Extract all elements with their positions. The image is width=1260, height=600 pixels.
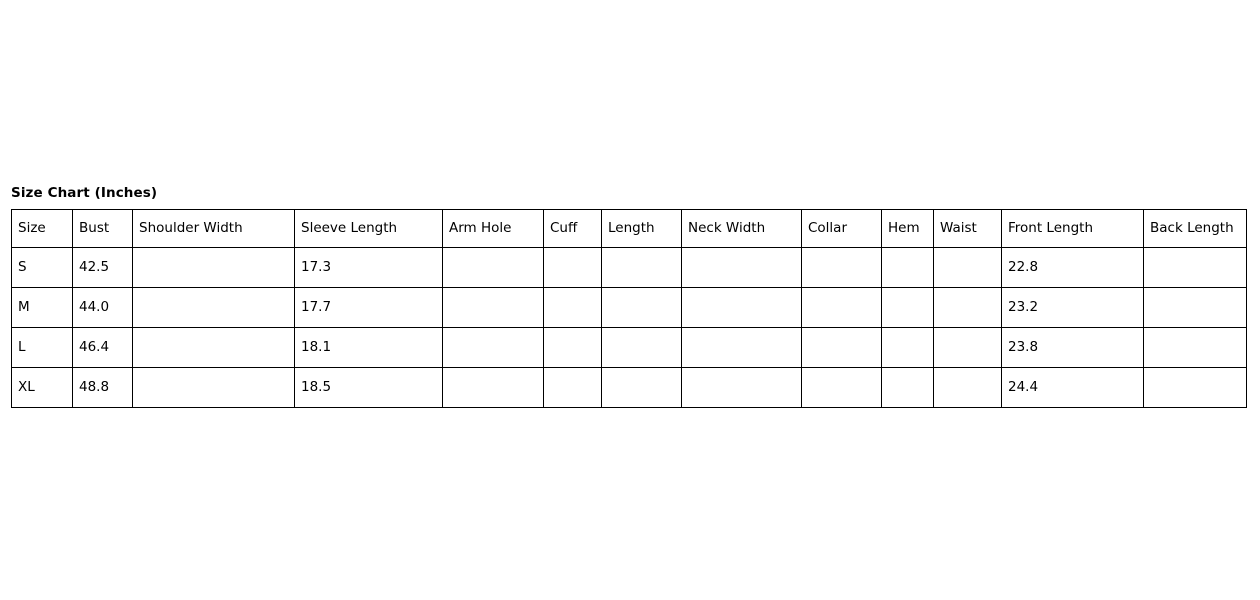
cell-neck-width bbox=[682, 248, 802, 288]
table-header-row bbox=[12, 210, 1247, 248]
cell-shoulder-width bbox=[133, 288, 295, 328]
table-row bbox=[12, 288, 1247, 328]
cell-waist bbox=[934, 288, 1002, 328]
cell-shoulder-width bbox=[133, 248, 295, 288]
cell-back-length bbox=[1144, 248, 1247, 288]
cell-length bbox=[602, 368, 682, 408]
column-header-hem: Hem bbox=[882, 210, 934, 248]
cell-waist bbox=[934, 328, 1002, 368]
table-row bbox=[12, 248, 1247, 288]
cell-cuff bbox=[544, 328, 602, 368]
cell-collar bbox=[802, 368, 882, 408]
cell-arm-hole bbox=[443, 328, 544, 368]
cell-back-length bbox=[1144, 368, 1247, 408]
cell-size: XL bbox=[12, 368, 73, 408]
cell-bust: 46.4 bbox=[73, 328, 133, 368]
cell-front-length: 24.4 bbox=[1002, 368, 1144, 408]
cell-collar bbox=[802, 248, 882, 288]
table-row bbox=[12, 368, 1247, 408]
cell-cuff bbox=[544, 368, 602, 408]
cell-arm-hole bbox=[443, 288, 544, 328]
column-header-front-length: Front Length bbox=[1002, 210, 1144, 248]
cell-collar bbox=[802, 328, 882, 368]
column-header-length: Length bbox=[602, 210, 682, 248]
column-header-shoulder-width: Shoulder Width bbox=[133, 210, 295, 248]
cell-length bbox=[602, 288, 682, 328]
column-header-back-length: Back Length bbox=[1144, 210, 1247, 248]
cell-bust: 44.0 bbox=[73, 288, 133, 328]
column-header-waist: Waist bbox=[934, 210, 1002, 248]
column-header-bust: Bust bbox=[73, 210, 133, 248]
cell-waist bbox=[934, 248, 1002, 288]
cell-hem bbox=[882, 328, 934, 368]
column-header-arm-hole: Arm Hole bbox=[443, 210, 544, 248]
cell-shoulder-width bbox=[133, 328, 295, 368]
cell-arm-hole bbox=[443, 368, 544, 408]
cell-shoulder-width bbox=[133, 368, 295, 408]
cell-front-length: 22.8 bbox=[1002, 248, 1144, 288]
cell-sleeve-length: 18.1 bbox=[295, 328, 443, 368]
column-header-sleeve-length: Sleeve Length bbox=[295, 210, 443, 248]
cell-neck-width bbox=[682, 288, 802, 328]
cell-hem bbox=[882, 248, 934, 288]
cell-back-length bbox=[1144, 288, 1247, 328]
cell-length bbox=[602, 248, 682, 288]
table-row bbox=[12, 328, 1247, 368]
cell-bust: 48.8 bbox=[73, 368, 133, 408]
column-header-size: Size bbox=[12, 210, 73, 248]
cell-hem bbox=[882, 368, 934, 408]
cell-back-length bbox=[1144, 328, 1247, 368]
cell-cuff bbox=[544, 288, 602, 328]
cell-size: S bbox=[12, 248, 73, 288]
cell-bust: 42.5 bbox=[73, 248, 133, 288]
cell-arm-hole bbox=[443, 248, 544, 288]
cell-hem bbox=[882, 288, 934, 328]
cell-sleeve-length: 18.5 bbox=[295, 368, 443, 408]
cell-cuff bbox=[544, 248, 602, 288]
cell-sleeve-length: 17.7 bbox=[295, 288, 443, 328]
cell-neck-width bbox=[682, 368, 802, 408]
cell-front-length: 23.8 bbox=[1002, 328, 1144, 368]
cell-waist bbox=[934, 368, 1002, 408]
column-header-collar: Collar bbox=[802, 210, 882, 248]
cell-size: L bbox=[12, 328, 73, 368]
size-chart-block bbox=[11, 185, 1246, 408]
size-chart-table bbox=[11, 209, 1247, 408]
cell-collar bbox=[802, 288, 882, 328]
page-title: Size Chart (Inches) bbox=[11, 185, 158, 201]
cell-sleeve-length: 17.3 bbox=[295, 248, 443, 288]
cell-size: M bbox=[12, 288, 73, 328]
column-header-cuff: Cuff bbox=[544, 210, 602, 248]
column-header-neck-width: Neck Width bbox=[682, 210, 802, 248]
cell-length bbox=[602, 328, 682, 368]
cell-front-length: 23.2 bbox=[1002, 288, 1144, 328]
cell-neck-width bbox=[682, 328, 802, 368]
